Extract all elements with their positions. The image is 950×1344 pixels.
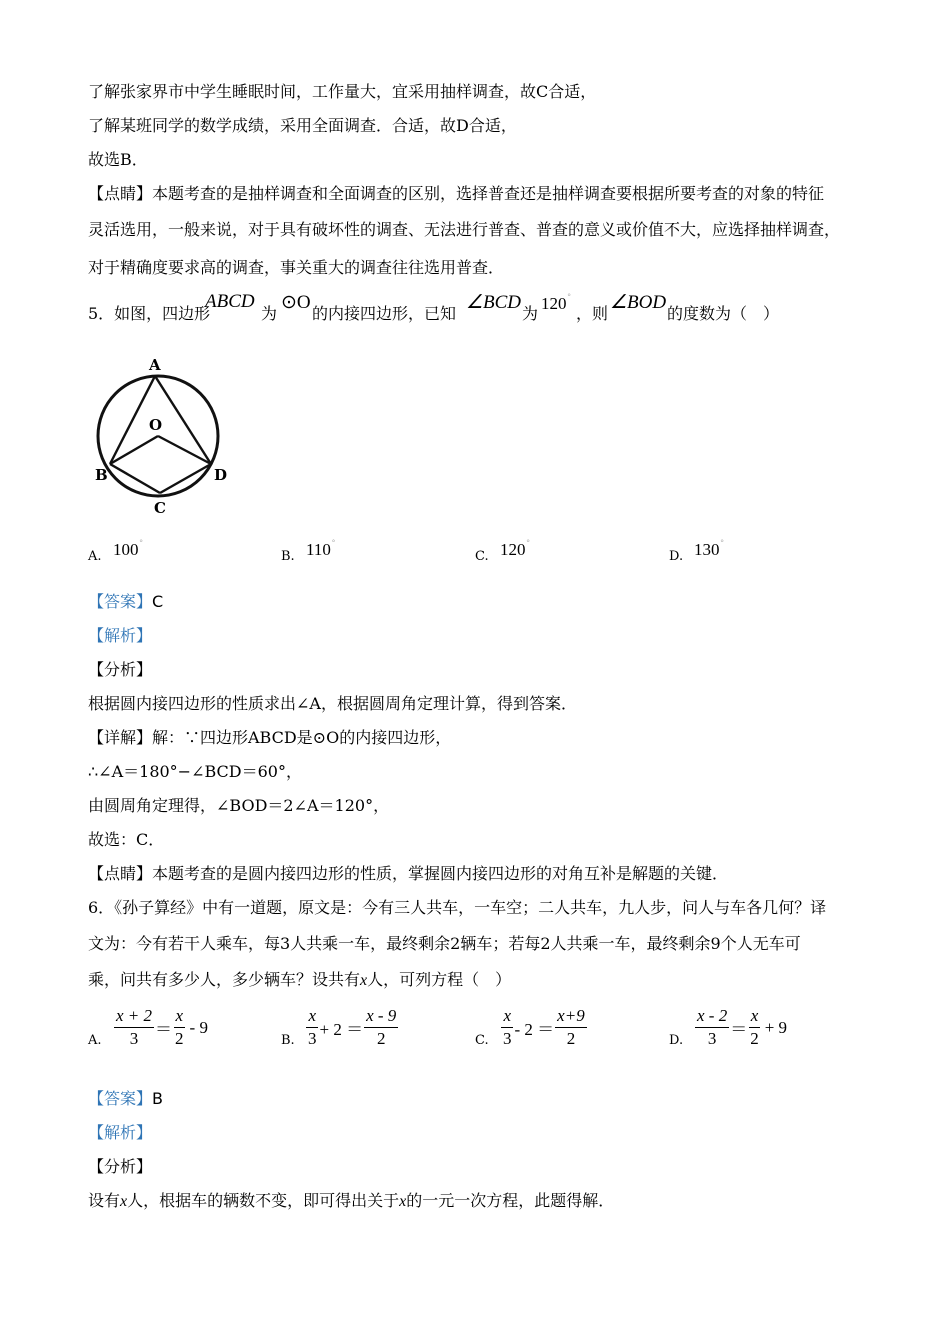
segment-ad xyxy=(155,376,211,464)
option-value: 130° xyxy=(694,538,724,559)
label-d: D xyxy=(214,466,228,484)
option-value: 120° xyxy=(500,538,530,559)
comment-line: 对于精确度要求高的调查，事关重大的调查往往选用普查． xyxy=(88,258,505,277)
question-6-stem: 文为：今有若干人乘车，每3人共乘一车，最终剩余2辆车；若每2人共乘一车，最终剩余9个人无车可 xyxy=(88,934,801,953)
comment-line: 【点睛】本题考查的是抽样调查和全面调查的区别，选择普查还是抽样调查要根据所要考查的对象的特征 xyxy=(88,184,825,203)
analysis-tag: 【解析】 xyxy=(88,1123,153,1142)
option-label: A. xyxy=(88,549,102,564)
option-value: 100° xyxy=(113,538,143,559)
option-label: C. xyxy=(475,549,489,564)
circle-figure xyxy=(90,350,240,520)
dianjing-line: 【点睛】本题考查的是圆内接四边形的性质，掌握圆内接四边形的对角互补是解题的关键． xyxy=(88,864,729,883)
fenxi-tag: 【分析】 xyxy=(88,660,153,679)
detail-line: 故选：C． xyxy=(88,830,165,849)
label-c: C xyxy=(154,499,166,517)
equation-option-c: x 3 - 2 ＝ x+9 2 xyxy=(503,1006,585,1048)
label-b: B xyxy=(95,466,108,484)
solution-line: 了解某班同学的数学成绩，采用全面调查．合适，故D合适， xyxy=(88,116,517,135)
option-value: 110° xyxy=(306,538,336,559)
question-6-stem: 6．《孙子算经》中有一道题，原文是：今有三人共车，一车空；二人共车，九人步，问人与车各几何？译 xyxy=(88,898,827,917)
option-label: B. xyxy=(281,549,295,564)
solution-line: 了解张家界市中学生睡眠时间，工作量大，宜采用抽样调查，故C合适， xyxy=(88,82,597,101)
fenxi-tag: 【分析】 xyxy=(88,1157,153,1176)
label-o: O xyxy=(149,416,163,434)
analysis-tag: 【解析】 xyxy=(88,626,153,645)
solution-line: 故选B． xyxy=(88,150,148,169)
answer-line: 【答案】C xyxy=(88,592,164,611)
equation-option-a: x + 2 3 ＝ x 2 - 9 xyxy=(116,1006,208,1048)
fenxi-text: 设有x人，根据车的辆数不变，即可得出关于x的一元一次方程，此题得解． xyxy=(88,1191,615,1210)
detail-line: 【详解】解：∵四边形ABCD是⊙O的内接四边形， xyxy=(88,728,452,747)
detail-line: 由圆周角定理得，∠BOD＝2∠A＝120°， xyxy=(88,796,390,815)
fenxi-text: 根据圆内接四边形的性质求出∠A，根据圆周角定理计算，得到答案． xyxy=(88,694,577,713)
equation-option-d: x - 2 3 ＝ x 2 + 9 xyxy=(697,1006,788,1048)
detail-line: ∴∠A＝180°−∠BCD＝60°， xyxy=(88,762,302,781)
label-a: A xyxy=(149,356,161,374)
option-label: D. xyxy=(669,549,684,564)
comment-line: 灵活选用，一般来说，对于具有破坏性的调查、无法进行普查、普查的意义或价值不大，应选择抽样调查， xyxy=(88,220,841,239)
equation-option-b: x 3 + 2 ＝ x - 9 2 xyxy=(308,1006,397,1048)
answer-line: 【答案】B xyxy=(88,1089,163,1108)
question-6-stem: 乘，问共有多少人，多少辆车？设共有x人，可列方程（ ） xyxy=(88,970,512,989)
